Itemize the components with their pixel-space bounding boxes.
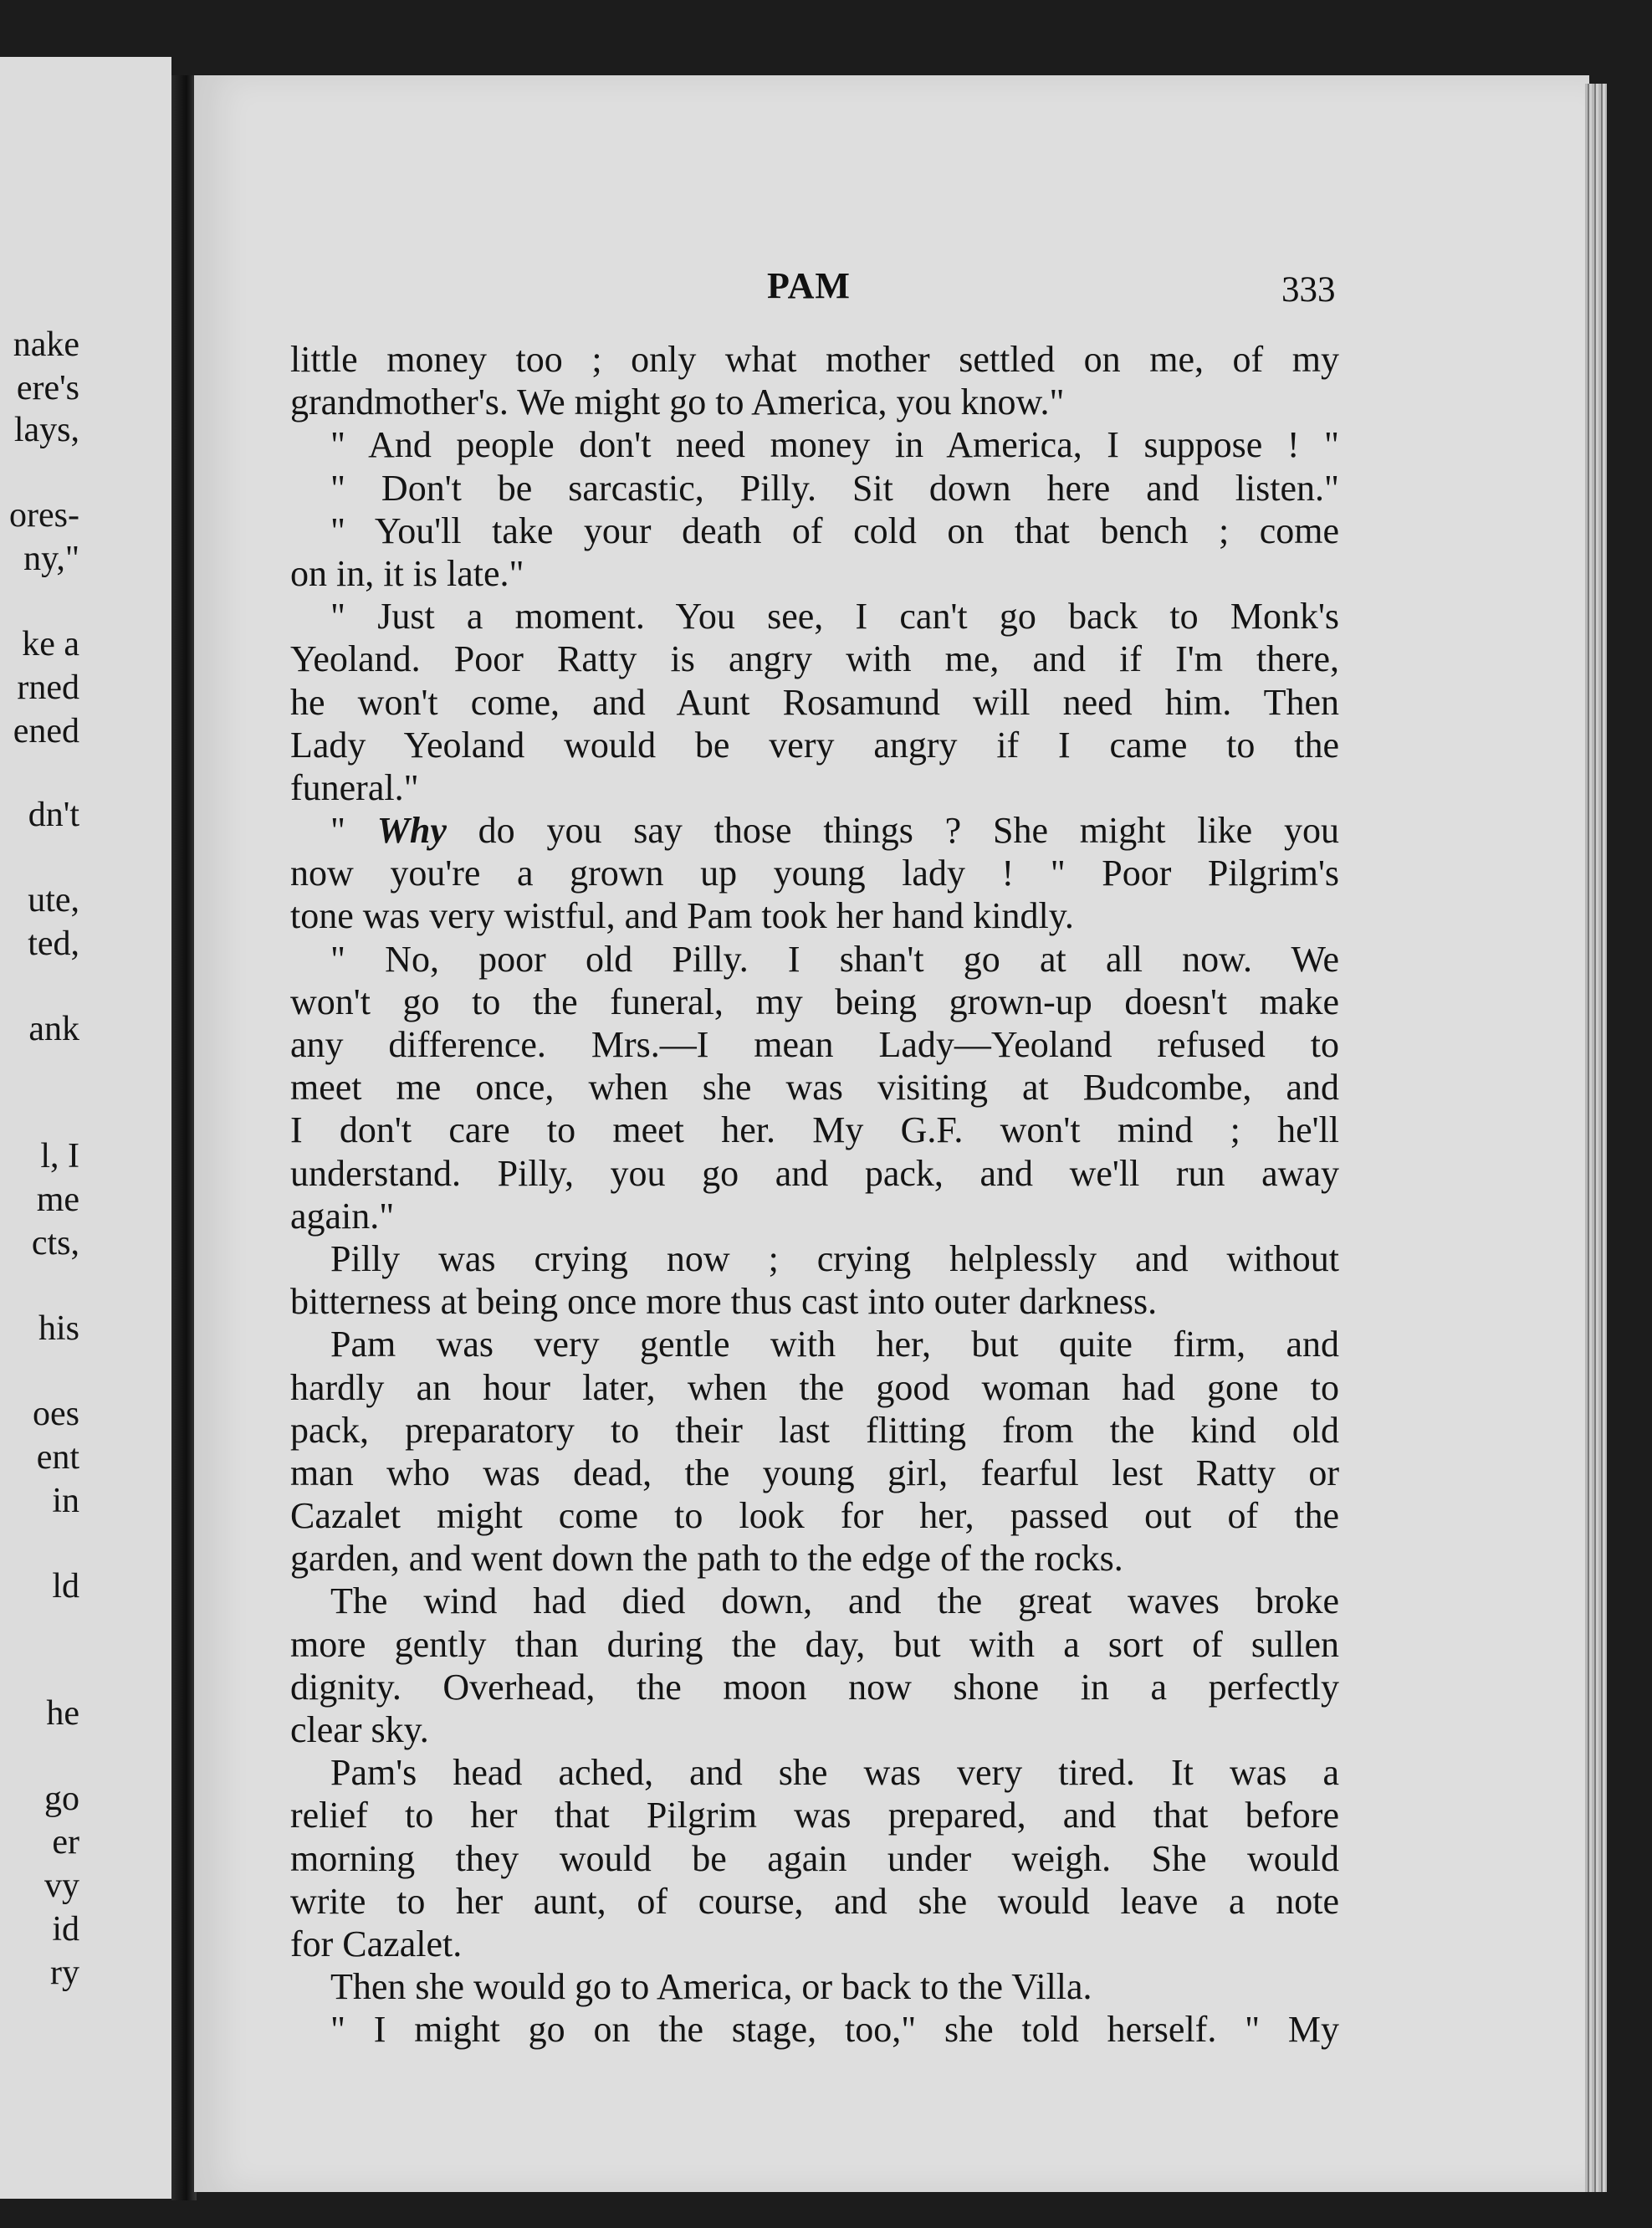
text-line: The wind had died down, and the great waves broke <box>330 1580 1339 1622</box>
text-line: " Just a moment. You see, I can't go back to Monk's <box>330 596 1339 638</box>
text-line: little money too ; only what mother settled on me, of my <box>290 339 1339 380</box>
left-page-fragment: nake <box>13 325 79 364</box>
text-line: Yeoland. Poor Ratty is angry with me, and if I'm there, <box>290 638 1339 680</box>
text-line: understand. Pilly, you go and pack, and we'll run away <box>290 1152 1339 1194</box>
left-page-fragment: me <box>36 1181 79 1219</box>
text-line: garden, and went down the path to the edge of the rocks. <box>290 1538 1123 1580</box>
left-page-fragment: ted, <box>28 924 79 963</box>
text-line: hardly an hour later, when the good woman had gone to <box>290 1366 1339 1408</box>
text-line: relief to her that Pilgrim was prepared, and that before <box>290 1795 1339 1836</box>
text-line: grandmother's. We might go to America, you know." <box>290 382 1065 423</box>
text-line: " No, poor old Pilly. I shan't go at all now. We <box>330 938 1339 980</box>
left-page-fragment: ny," <box>23 540 79 578</box>
text-run: do you say those things ? She might like you <box>446 810 1339 852</box>
left-page-fragment: his <box>38 1309 79 1348</box>
body-text <box>290 338 1339 2051</box>
left-page-fragment: ere's <box>16 369 79 407</box>
text-line: on in, it is late." <box>290 552 524 594</box>
left-facing-page <box>0 57 171 2199</box>
left-page-fragment: ened <box>13 712 79 750</box>
text-line: I don't care to meet her. My G.F. won't mind ; he'll <box>290 1109 1339 1151</box>
text-line: again." <box>290 1195 395 1237</box>
text-line: Lady Yeoland would be very angry if I came to the <box>290 724 1339 766</box>
right-page <box>194 75 1589 2192</box>
text-line: Pilly was crying now ; crying helplessly and without <box>330 1237 1339 1279</box>
left-page-fragment: l, I <box>40 1137 79 1175</box>
text-line: man who was dead, the young girl, fearful lest Ratty or <box>290 1452 1339 1493</box>
left-page-fragment: he <box>46 1694 79 1733</box>
text-line: Then she would go to America, or back to the Villa. <box>330 1966 1092 2008</box>
left-page-fragment: ent <box>36 1438 79 1477</box>
text-line: for Cazalet. <box>290 1923 463 1964</box>
text-run: " <box>330 810 377 852</box>
left-page-fragment: ke a <box>22 625 79 663</box>
left-page-fragment: rned <box>17 668 79 707</box>
text-line: won't go to the funeral, my being grown-up doesn't make <box>290 981 1339 1022</box>
left-page-fragment: go <box>44 1780 79 1818</box>
left-page-fragment: ute, <box>28 881 79 919</box>
text-line: Cazalet might come to look for her, passed out of the <box>290 1495 1339 1537</box>
left-page-fragment: er <box>52 1823 79 1862</box>
text-line <box>290 809 1339 852</box>
text-line: Pam was very gentle with her, but quite firm, and <box>330 1324 1339 1365</box>
page-edge <box>1585 84 1607 2192</box>
text-line: " And people don't need money in America, I suppose ! " <box>330 424 1339 466</box>
text-line: " Don't be sarcastic, Pilly. Sit down here and listen." <box>330 467 1339 509</box>
text-line: bitterness at being once more thus cast into outer darkness. <box>290 1281 1158 1323</box>
text-line: meet me once, when she was visiting at Budcombe, and <box>290 1067 1339 1109</box>
left-page-fragment: lays, <box>13 411 79 449</box>
text-line: he won't come, and Aunt Rosamund will need him. Then <box>290 681 1339 723</box>
left-page-fragment: ry <box>50 1954 79 1992</box>
text-line: write to her aunt, of course, and she would leave a note <box>290 1880 1339 1922</box>
left-page-fragment: id <box>52 1910 79 1949</box>
text-line: any difference. Mrs.—I mean Lady—Yeoland refused to <box>290 1024 1339 1065</box>
left-page-fragment: ores- <box>9 496 79 535</box>
left-page-fragment: ld <box>52 1567 79 1606</box>
text-line: clear sky. <box>290 1709 429 1750</box>
left-page-fragment: cts, <box>31 1224 79 1263</box>
page-number: 333 <box>1281 270 1336 310</box>
text-line: dignity. Overhead, the moon now shone in a perfectly <box>290 1666 1339 1708</box>
left-page-fragment: oes <box>33 1395 79 1433</box>
text-line: Pam's head ached, and she was very tired. It was a <box>330 1752 1339 1794</box>
text-line: " I might go on the stage, too," she told herself. " My <box>330 2009 1339 2051</box>
left-page-fragment: ank <box>28 1010 79 1048</box>
text-line: now you're a grown up young lady ! " Poor Pilgrim's <box>290 853 1339 894</box>
left-page-fragment: dn't <box>28 796 79 834</box>
page-header <box>194 264 1589 315</box>
text-line: pack, preparatory to their last flitting from the kind old <box>290 1409 1339 1451</box>
text-line: funeral." <box>290 766 419 808</box>
text-line: " You'll take your death of cold on that bench ; come <box>330 510 1339 551</box>
book-gutter <box>171 75 197 2200</box>
emphasized-word: Why <box>376 810 447 852</box>
running-head: PAM <box>767 265 851 306</box>
text-line: more gently than during the day, but with a sort of sullen <box>290 1623 1339 1665</box>
text-line: morning they would be again under weigh. She would <box>290 1837 1339 1879</box>
text-line: tone was very wistful, and Pam took her hand kindly. <box>290 895 1074 937</box>
left-page-fragment: vy <box>44 1867 79 1905</box>
left-page-fragment: in <box>52 1482 79 1520</box>
